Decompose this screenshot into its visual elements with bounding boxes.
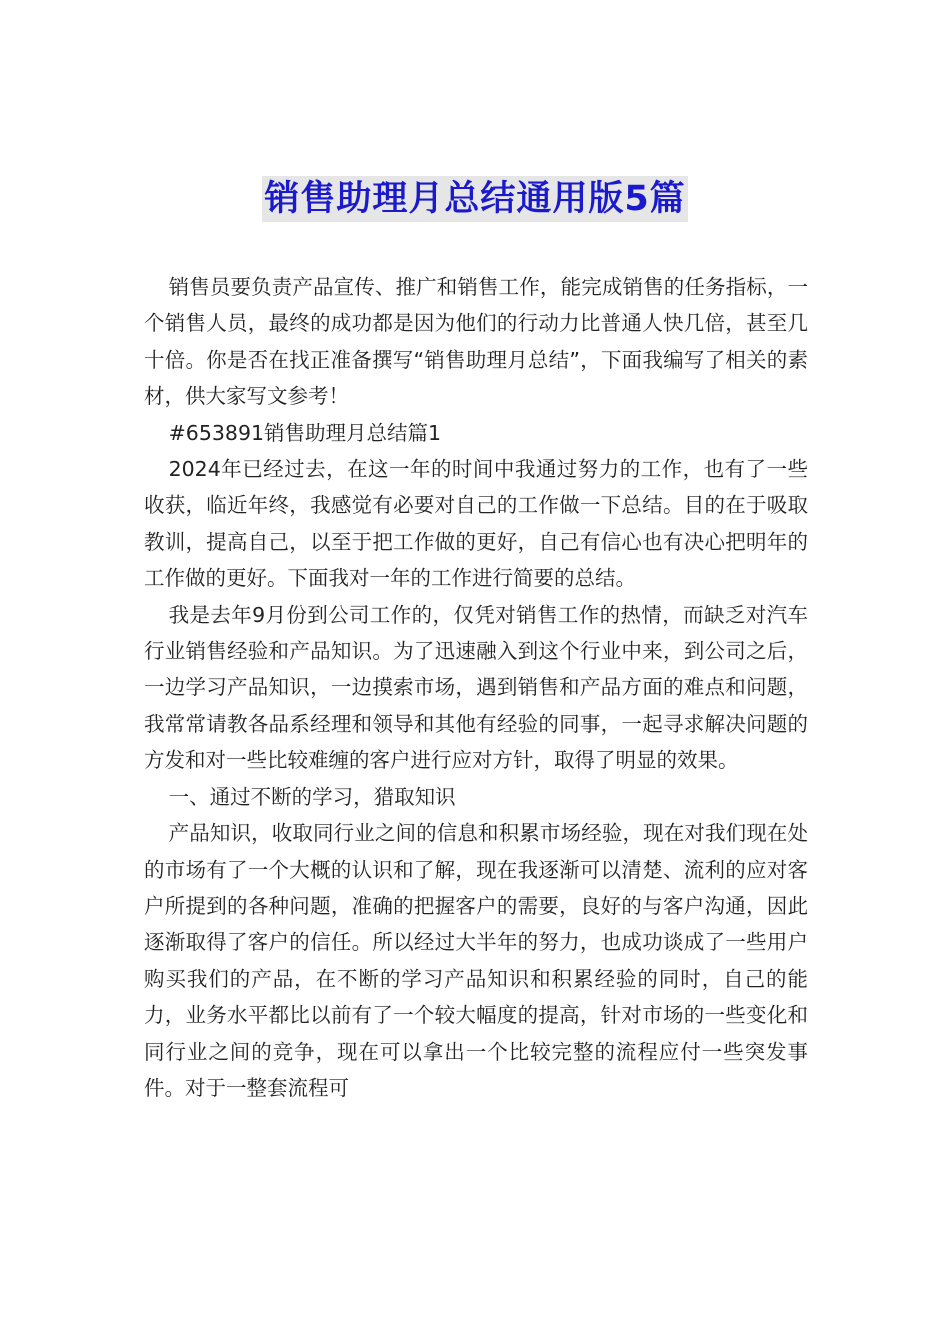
document-title: 销售助理月总结通用版5篇 xyxy=(262,176,687,222)
document-body xyxy=(144,269,808,1106)
subsection-heading: 一、通过不断的学习，猎取知识 xyxy=(168,784,456,809)
body-paragraph: 产品知识，收取同行业之间的信息和积累市场经验，现在对我们现在处的市场有了一个大概的认识和了解，现在我逐渐可以清楚、流利的应对客户所提到的各种问题，准确的把握客户的需要，良好的与客户沟通，因此逐渐取得了客户的信任。所以经过大半年的努力，也成功谈成了一些用户购买我们的产品，在不断的学习产品知识和积累经验的同时，自己的能力，业务水平都比以前有了一个较大幅度的提高，针对市场的一些变化和同行业之间的竞争，现在可以拿出一个比较完整的流程应付一些突发事件。对于一整套流程可 xyxy=(144,821,808,1100)
title-container xyxy=(0,176,950,222)
body-paragraph: 我是去年9月份到公司工作的，仅凭对销售工作的热情，而缺乏对汽车行业销售经验和产品知识。为了迅速融入到这个行业中来，到公司之后，一边学习产品知识，一边摸索市场，遇到销售和产品方面的难点和问题，我常常请教各品系经理和领导和其他有经验的同事，一起寻求解决问题的方发和对一些比较难缠的客户进行应对方针，取得了明显的效果。 xyxy=(144,602,808,773)
intro-paragraph: 销售员要负责产品宣传、推广和销售工作，能完成销售的任务指标，一个销售人员，最终的成功都是因为他们的行动力比普通人快几倍，甚至几十倍。你是否在找正准备撰写“销售助理月总结”，下面我编写了相关的素材，供大家写文参考！ xyxy=(144,275,808,409)
section-heading: #653891销售助理月总结篇1 xyxy=(168,420,442,445)
body-paragraph: 2024年已经过去，在这一年的时间中我通过努力的工作，也有了一些收获，临近年终，我感觉有必要对自己的工作做一下总结。目的在于吸取教训，提高自己，以至于把工作做的更好，自己有信心也有决心把明年的工作做的更好。下面我对一年的工作进行简要的总结。 xyxy=(144,457,808,591)
